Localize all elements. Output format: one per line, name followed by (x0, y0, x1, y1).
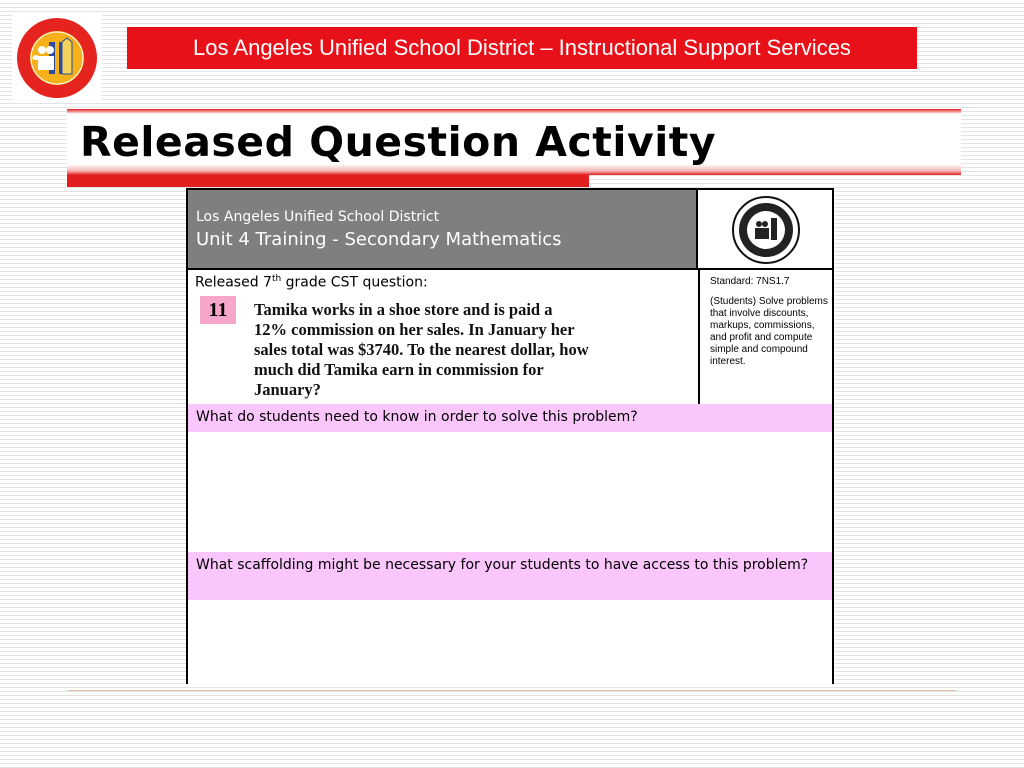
question-line: Tamika works in a shoe store and is paid a (254, 300, 553, 319)
worksheet-seal-icon (700, 190, 832, 270)
lausd-seal-logo (12, 14, 102, 102)
standard-text: (Students) Solve problems that involve discounts, markups, commissions, and profit and compute simple and compound interest. (710, 296, 828, 367)
title-bar-accent (67, 175, 589, 187)
worksheet-district: Los Angeles Unified School District (196, 209, 440, 225)
worksheet-unit-title: Unit 4 Training - Secondary Mathematics (196, 229, 562, 250)
question-number: 11 (200, 296, 236, 324)
standard-box (710, 276, 828, 376)
divider (698, 270, 700, 404)
question-text (254, 300, 674, 400)
standard-label: Standard: 7NS1.7 (710, 276, 790, 287)
prompt-scaffolding: What scaffolding might be necessary for your students to have access to this problem? (188, 552, 832, 600)
worksheet-header (188, 190, 698, 270)
question-line: sales total was $3740. To the nearest dollar, how (254, 340, 589, 359)
question-label: Released 7th grade CST question: (195, 274, 428, 291)
slide-title: Released Question Activity (80, 118, 717, 166)
footer-divider (68, 690, 956, 691)
question-line: January? (254, 380, 321, 399)
worksheet-image (186, 188, 834, 684)
question-line: much did Tamika earn in commission for (254, 360, 544, 379)
question-line: 12% commission on her sales. In January her (254, 320, 575, 339)
divider (188, 268, 832, 270)
prompt-know: What do students need to know in order to solve this problem? (188, 404, 832, 432)
district-banner: Los Angeles Unified School District – Instructional Support Services (127, 27, 917, 69)
